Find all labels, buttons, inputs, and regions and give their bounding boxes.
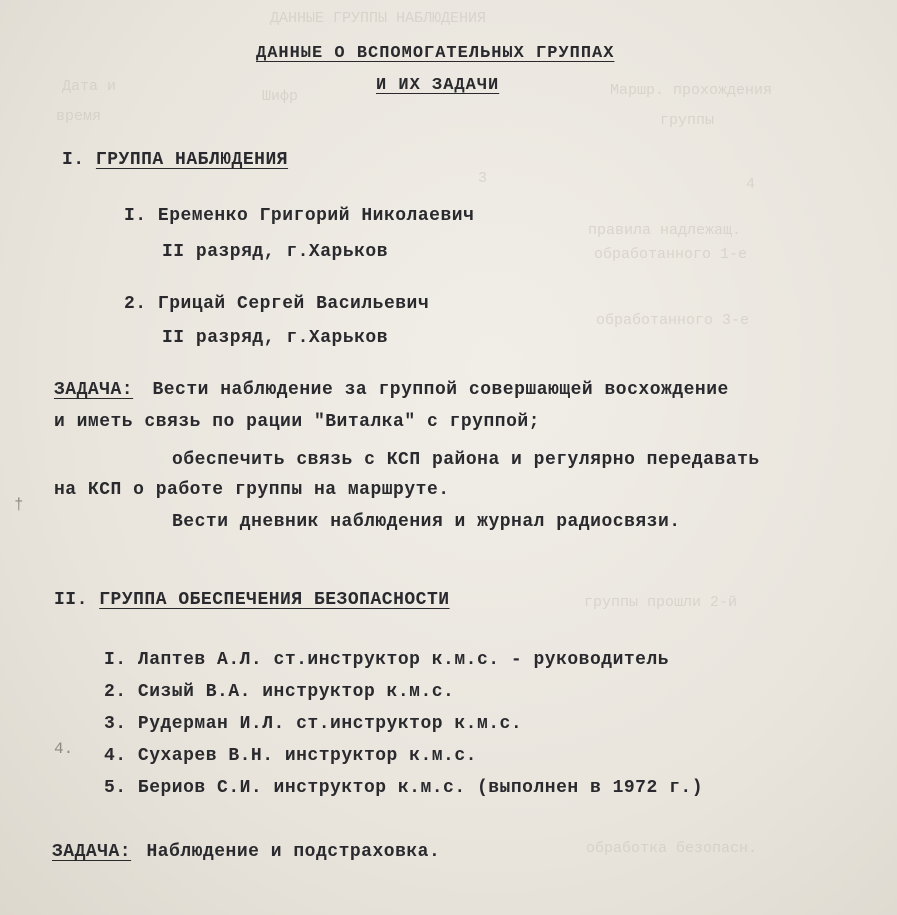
task-text: Вести наблюдение за группой совершающей восхождение: [152, 380, 729, 400]
ghost-text: ДАННЫЕ ГРУППЫ НАБЛЮДЕНИЯ: [270, 10, 487, 27]
ghost-text: правила надлежащ.: [588, 222, 742, 239]
margin-mark: †: [14, 496, 24, 514]
ghost-text: Дата и: [62, 78, 117, 95]
task-text: Наблюдение и подстраховка.: [146, 842, 441, 862]
section-1-heading: [62, 150, 288, 170]
member-name: 2. Грицай Сергей Васильевич: [124, 294, 430, 314]
member-line: 4. Сухарев В.Н. инструктор к.м.с.: [104, 746, 477, 766]
task-text: и иметь связь по рации "Виталка" с группой;: [54, 412, 540, 432]
member-line: 5. Бериов С.И. инструктор к.м.с. (выполнен в 1972 г.): [104, 778, 703, 798]
member-detail: II разряд, г.Харьков: [162, 328, 389, 348]
task-text: Вести дневник наблюдения и журнал радиосвязи.: [172, 512, 681, 532]
task-label: ЗАДАЧА:: [52, 842, 132, 862]
section-2-number: II.: [54, 590, 88, 610]
member-line: 2. Сизый В.А. инструктор к.м.с.: [104, 682, 455, 702]
section-2-task: [52, 842, 440, 862]
task-text: на КСП о работе группы на маршруте.: [54, 480, 450, 500]
ghost-text: группы: [660, 112, 715, 129]
section-2-heading: [54, 590, 450, 610]
section-1-number: I.: [62, 150, 85, 170]
ghost-text: время: [56, 108, 102, 125]
ghost-text: обработанного 3-е: [596, 312, 750, 329]
member-detail: II разряд, г.Харьков: [162, 242, 389, 262]
section-1-title: ГРУППА НАБЛЮДЕНИЯ: [95, 150, 289, 170]
member-line: I. Лаптев А.Л. ст.инструктор к.м.с. - руководитель: [104, 650, 670, 670]
margin-note: 4.: [54, 740, 74, 758]
member-name: I. Еременко Григорий Николаевич: [124, 206, 475, 226]
task-text: обеспечить связь с КСП района и регулярно передавать: [172, 450, 760, 470]
member-line: 3. Рудерман И.Л. ст.инструктор к.м.с.: [104, 714, 523, 734]
ghost-text: обработка безопасн.: [586, 840, 758, 857]
ghost-text: 4: [746, 176, 756, 193]
ghost-text: Маршр. прохождения: [610, 82, 773, 99]
task-label: ЗАДАЧА:: [54, 380, 134, 400]
ghost-text: Шифр: [262, 88, 299, 105]
ghost-text: группы прошли 2-й: [584, 594, 738, 611]
ghost-text: обработанного 1-е: [594, 246, 748, 263]
ghost-text: 3: [478, 170, 488, 187]
section-1-task: [54, 380, 729, 400]
section-2-title: ГРУППА ОБЕСПЕЧЕНИЯ БЕЗОПАСНОСТИ: [99, 590, 450, 610]
document-title-line-2: И ИХ ЗАДАЧИ: [376, 76, 500, 95]
document-title-line-1: ДАННЫЕ О ВСПОМОГАТЕЛЬНЫХ ГРУППАХ: [256, 44, 615, 63]
